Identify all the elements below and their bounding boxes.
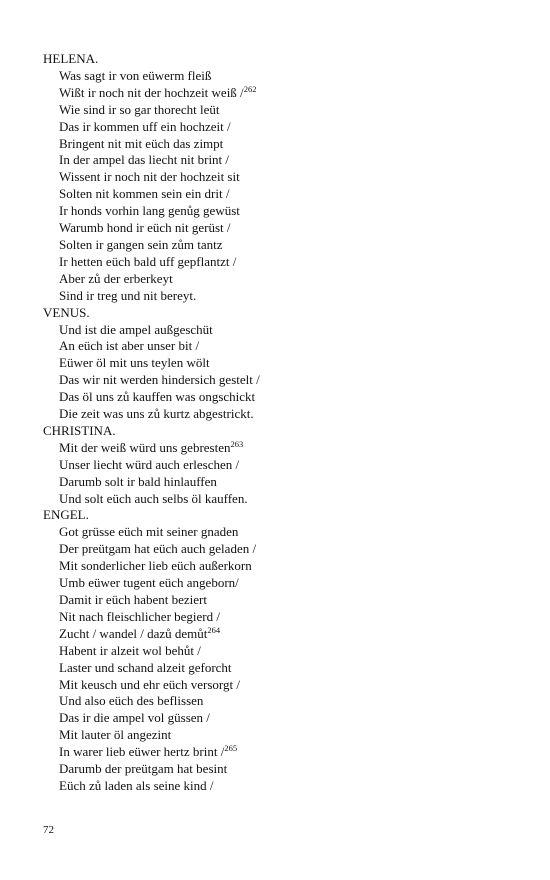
verse-line [59, 744, 523, 761]
verse-line [59, 220, 523, 237]
verse-line [59, 372, 523, 389]
verse-text: Was sagt ir von eüwerm fleiß [59, 67, 212, 83]
verse-line [59, 491, 523, 508]
verse-line [59, 693, 523, 710]
verse-text: Damit ir eüch habent beziert [59, 592, 207, 607]
verse-line [59, 440, 523, 457]
verse-text: An eüch ist aber unser bit / [59, 338, 200, 354]
verse-line [59, 152, 523, 169]
verse-line [59, 575, 523, 592]
verse-text: Eüwer öl mit uns teylen wölt [59, 355, 210, 371]
verse-line [59, 288, 523, 305]
verse-text: In warer lieb eüwer hertz brint / [59, 744, 225, 760]
footnote-marker: 265 [224, 743, 238, 754]
speaker-name: ENGEL. [43, 507, 89, 523]
verse-line [59, 524, 523, 541]
verse-line [59, 237, 523, 254]
verse-text: Und also eüch des beflissen [59, 693, 204, 709]
verse-line [59, 68, 523, 85]
verse-text: Der preütgam hat eüch auch geladen / [59, 541, 257, 557]
verse-line [59, 727, 523, 744]
footnote-marker: 264 [207, 624, 221, 635]
verse-text: Laster und schand alzeit geforcht [59, 659, 232, 675]
verse-line [59, 457, 523, 474]
verse-text: Und solt eüch auch selbs öl kauffen. [59, 490, 248, 506]
verse-line [59, 355, 523, 372]
footnote-marker: 263 [230, 438, 244, 449]
speaker-name: HELENA. [43, 51, 99, 66]
verse-text: Mit keusch und ehr eüch versorgt / [59, 676, 240, 692]
verse-text: Wißt ir noch nit der hochzeit weiß / [59, 84, 244, 100]
verse-text: Darumb der preütgam hat besint [59, 761, 228, 777]
verse-text: Habent ir alzeit wol behůt / [59, 642, 201, 658]
verse-text: Das öl uns zů kauffen was ongschickt [59, 389, 256, 405]
verse-text: Got grüsse eüch mit seiner gnaden [59, 524, 239, 540]
verse-line [59, 541, 523, 558]
verse-line [59, 85, 523, 102]
verse-text: Ir honds vorhin lang genůg gewüst [59, 203, 240, 219]
verse-text: Darumb solt ir bald hinlauffen [59, 473, 217, 489]
verse-text: Warumb hond ir eüch nit gerüst / [59, 220, 231, 236]
verse-line [59, 254, 523, 271]
verse-text: Zucht / wandel / dazů demůt [59, 625, 208, 641]
verse-line [59, 389, 523, 406]
speaker-name: CHRISTINA. [43, 422, 116, 438]
page-number: 72 [43, 824, 54, 836]
verse-line [59, 406, 523, 423]
verse-text: Solten ir gangen sein zům tantz [59, 236, 223, 252]
verse-line [59, 322, 523, 339]
verse-line [59, 203, 523, 220]
verse-text: Mit der weiß würd uns gebresten [59, 439, 231, 455]
verse-line [59, 119, 523, 136]
verse-line [59, 169, 523, 186]
verse-text: Das ir die ampel vol güssen / [59, 710, 210, 726]
verse-line [59, 592, 523, 609]
verse-text: Und ist die ampel außgeschüt [59, 321, 213, 337]
verse-line [59, 271, 523, 288]
verse-text: Nit nach fleischlicher begierd / [59, 608, 220, 624]
play-text [43, 51, 523, 795]
verse-text: Wie sind ir so gar thorecht leüt [59, 101, 220, 117]
verse-line [59, 710, 523, 727]
verse-text: Mit lauter öl angezint [59, 727, 172, 743]
verse-line [59, 186, 523, 203]
verse-text: In der ampel das liecht nit brint / [59, 152, 230, 168]
verse-text: Das wir nit werden hindersich gestelt / [59, 372, 260, 388]
verse-line [59, 558, 523, 575]
verse-line [59, 778, 523, 795]
verse-line [59, 609, 523, 626]
verse-text: Aber zů der erberkeyt [59, 270, 173, 286]
verse-text: Mit sonderlicher lieb eüch außerkorn [59, 558, 252, 574]
verse-text: Wissent ir noch nit der hochzeit sit [59, 169, 240, 185]
verse-text: Unser liecht würd auch erleschen / [59, 456, 240, 472]
verse-text: Bringent nit mit eüch das zimpt [59, 135, 224, 151]
verse-text: Das ir kommen uff ein hochzeit / [59, 118, 231, 134]
verse-line [59, 338, 523, 355]
verse-text: Umb eüwer tugent eüch angeborn/ [59, 575, 239, 591]
verse-text: Die zeit was uns zů kurtz abgestrickt. [59, 406, 254, 422]
verse-text: Eüch zů laden als seine kind / [59, 777, 214, 793]
speaker-name: VENUS. [43, 304, 90, 320]
verse-text: Solten nit kommen sein ein drit / [59, 186, 230, 202]
verse-line [59, 677, 523, 694]
verse-line [59, 474, 523, 491]
verse-text: Sind ir treg und nit bereyt. [59, 287, 197, 303]
verse-text: Ir hetten eüch bald uff gepflantzt / [59, 253, 237, 269]
verse-line [59, 660, 523, 677]
verse-line [59, 102, 523, 119]
verse-line [59, 626, 523, 643]
verse-line [59, 136, 523, 153]
footnote-marker: 262 [243, 83, 257, 94]
verse-line [59, 643, 523, 660]
verse-line [59, 761, 523, 778]
